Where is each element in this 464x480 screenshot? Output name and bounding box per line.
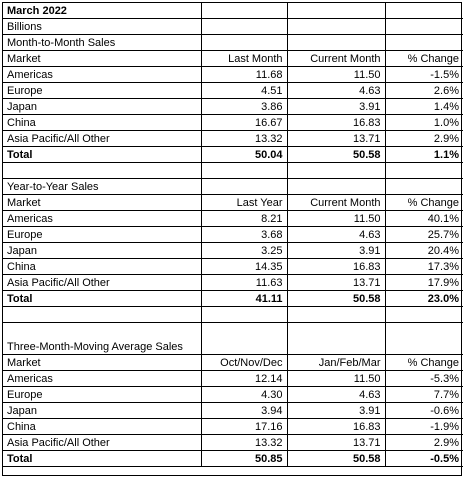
- empty-cell: [385, 19, 463, 35]
- table-row: [3, 67, 463, 83]
- value-cell: -5.3%: [385, 371, 463, 387]
- value-cell: 12.14: [201, 371, 287, 387]
- empty-cell: [385, 307, 463, 323]
- market-name: Japan: [3, 99, 201, 115]
- column-header: % Change: [385, 51, 463, 67]
- table-row: [3, 227, 463, 243]
- empty-cell: [287, 179, 385, 195]
- market-name: Asia Pacific/All Other: [3, 275, 201, 291]
- value-cell: 3.25: [201, 243, 287, 259]
- total-value: 41.11: [201, 291, 287, 307]
- value-cell: 17.16: [201, 419, 287, 435]
- empty-cell: [287, 35, 385, 51]
- total-label: Total: [3, 451, 201, 467]
- total-row: [3, 291, 463, 307]
- market-name: Asia Pacific/All Other: [3, 435, 201, 451]
- report-title: March 2022: [3, 3, 201, 19]
- market-name: Japan: [3, 403, 201, 419]
- market-name: Asia Pacific/All Other: [3, 131, 201, 147]
- empty-cell: [201, 19, 287, 35]
- column-header-row: [3, 51, 463, 67]
- value-cell: 13.71: [287, 131, 385, 147]
- empty-cell: [385, 35, 463, 51]
- table-row: [3, 419, 463, 435]
- column-header-row: [3, 355, 463, 371]
- market-name: Europe: [3, 387, 201, 403]
- section-heading: Month-to-Month Sales: [3, 35, 201, 51]
- value-cell: -1.9%: [385, 419, 463, 435]
- empty-cell: [201, 3, 287, 19]
- value-cell: 11.50: [287, 67, 385, 83]
- table-row: [3, 211, 463, 227]
- empty-cell: [201, 179, 287, 195]
- empty-cell: [3, 163, 201, 179]
- empty-cell: [287, 307, 385, 323]
- spacer-row: [3, 307, 463, 323]
- table-row: [3, 275, 463, 291]
- column-header: Market: [3, 355, 201, 371]
- column-header: Last Month: [201, 51, 287, 67]
- sales-table-body: [3, 3, 463, 467]
- empty-cell: [201, 163, 287, 179]
- unit-label: Billions: [3, 19, 201, 35]
- table-row: [3, 403, 463, 419]
- value-cell: 2.9%: [385, 131, 463, 147]
- value-cell: 3.86: [201, 99, 287, 115]
- total-value: 50.85: [201, 451, 287, 467]
- value-cell: 4.63: [287, 227, 385, 243]
- column-header: Current Month: [287, 51, 385, 67]
- sales-table: [3, 3, 463, 467]
- value-cell: 3.91: [287, 243, 385, 259]
- value-cell: 11.68: [201, 67, 287, 83]
- section-heading-row: [3, 323, 463, 355]
- value-cell: 1.0%: [385, 115, 463, 131]
- sales-table-sheet: [2, 2, 462, 476]
- market-name: China: [3, 419, 201, 435]
- value-cell: 16.83: [287, 419, 385, 435]
- value-cell: 11.50: [287, 211, 385, 227]
- market-name: Americas: [3, 67, 201, 83]
- column-header: % Change: [385, 195, 463, 211]
- column-header: Market: [3, 195, 201, 211]
- market-name: China: [3, 259, 201, 275]
- value-cell: 17.3%: [385, 259, 463, 275]
- empty-cell: [385, 163, 463, 179]
- total-value: 50.58: [287, 451, 385, 467]
- empty-cell: [385, 179, 463, 195]
- empty-cell: [201, 35, 287, 51]
- total-label: Total: [3, 147, 201, 163]
- table-row: [3, 435, 463, 451]
- total-value: 50.58: [287, 291, 385, 307]
- empty-cell: [201, 307, 287, 323]
- value-cell: 2.6%: [385, 83, 463, 99]
- market-name: Europe: [3, 83, 201, 99]
- empty-cell: [287, 3, 385, 19]
- column-header: Market: [3, 51, 201, 67]
- value-cell: -0.6%: [385, 403, 463, 419]
- table-row: [3, 99, 463, 115]
- market-name: Japan: [3, 243, 201, 259]
- value-cell: 8.21: [201, 211, 287, 227]
- section-heading-row: [3, 179, 463, 195]
- value-cell: 3.94: [201, 403, 287, 419]
- column-header: Last Year: [201, 195, 287, 211]
- value-cell: 16.83: [287, 115, 385, 131]
- value-cell: 20.4%: [385, 243, 463, 259]
- market-name: Americas: [3, 211, 201, 227]
- value-cell: 13.32: [201, 435, 287, 451]
- market-name: Europe: [3, 227, 201, 243]
- market-name: China: [3, 115, 201, 131]
- total-value: 1.1%: [385, 147, 463, 163]
- value-cell: 11.50: [287, 371, 385, 387]
- value-cell: 4.30: [201, 387, 287, 403]
- empty-cell: [287, 323, 385, 355]
- value-cell: 4.63: [287, 387, 385, 403]
- total-value: -0.5%: [385, 451, 463, 467]
- value-cell: -1.5%: [385, 67, 463, 83]
- section-heading: Year-to-Year Sales: [3, 179, 201, 195]
- column-header: Jan/Feb/Mar: [287, 355, 385, 371]
- section-heading-row: [3, 35, 463, 51]
- table-row: [3, 387, 463, 403]
- value-cell: 7.7%: [385, 387, 463, 403]
- column-header: Oct/Nov/Dec: [201, 355, 287, 371]
- empty-cell: [385, 3, 463, 19]
- market-name: Americas: [3, 371, 201, 387]
- table-row: [3, 115, 463, 131]
- value-cell: 3.68: [201, 227, 287, 243]
- table-row: [3, 83, 463, 99]
- table-row: [3, 259, 463, 275]
- value-cell: 3.91: [287, 99, 385, 115]
- value-cell: 3.91: [287, 403, 385, 419]
- empty-cell: [287, 163, 385, 179]
- column-header: Current Month: [287, 195, 385, 211]
- value-cell: 4.51: [201, 83, 287, 99]
- total-value: 23.0%: [385, 291, 463, 307]
- total-row: [3, 451, 463, 467]
- value-cell: 13.71: [287, 275, 385, 291]
- table-row: [3, 131, 463, 147]
- table-row: [3, 371, 463, 387]
- title-row: [3, 3, 463, 19]
- column-header: % Change: [385, 355, 463, 371]
- value-cell: 14.35: [201, 259, 287, 275]
- total-value: 50.58: [287, 147, 385, 163]
- value-cell: 2.9%: [385, 435, 463, 451]
- value-cell: 25.7%: [385, 227, 463, 243]
- total-row: [3, 147, 463, 163]
- empty-cell: [3, 307, 201, 323]
- value-cell: 13.32: [201, 131, 287, 147]
- spacer-row: [3, 163, 463, 179]
- column-header-row: [3, 195, 463, 211]
- total-value: 50.04: [201, 147, 287, 163]
- value-cell: 4.63: [287, 83, 385, 99]
- unit-row: [3, 19, 463, 35]
- empty-cell: [287, 19, 385, 35]
- value-cell: 40.1%: [385, 211, 463, 227]
- section-heading: Three-Month-Moving Average Sales: [3, 323, 201, 355]
- table-row: [3, 243, 463, 259]
- empty-cell: [385, 323, 463, 355]
- value-cell: 13.71: [287, 435, 385, 451]
- total-label: Total: [3, 291, 201, 307]
- value-cell: 16.67: [201, 115, 287, 131]
- empty-cell: [201, 323, 287, 355]
- value-cell: 1.4%: [385, 99, 463, 115]
- value-cell: 11.63: [201, 275, 287, 291]
- value-cell: 17.9%: [385, 275, 463, 291]
- value-cell: 16.83: [287, 259, 385, 275]
